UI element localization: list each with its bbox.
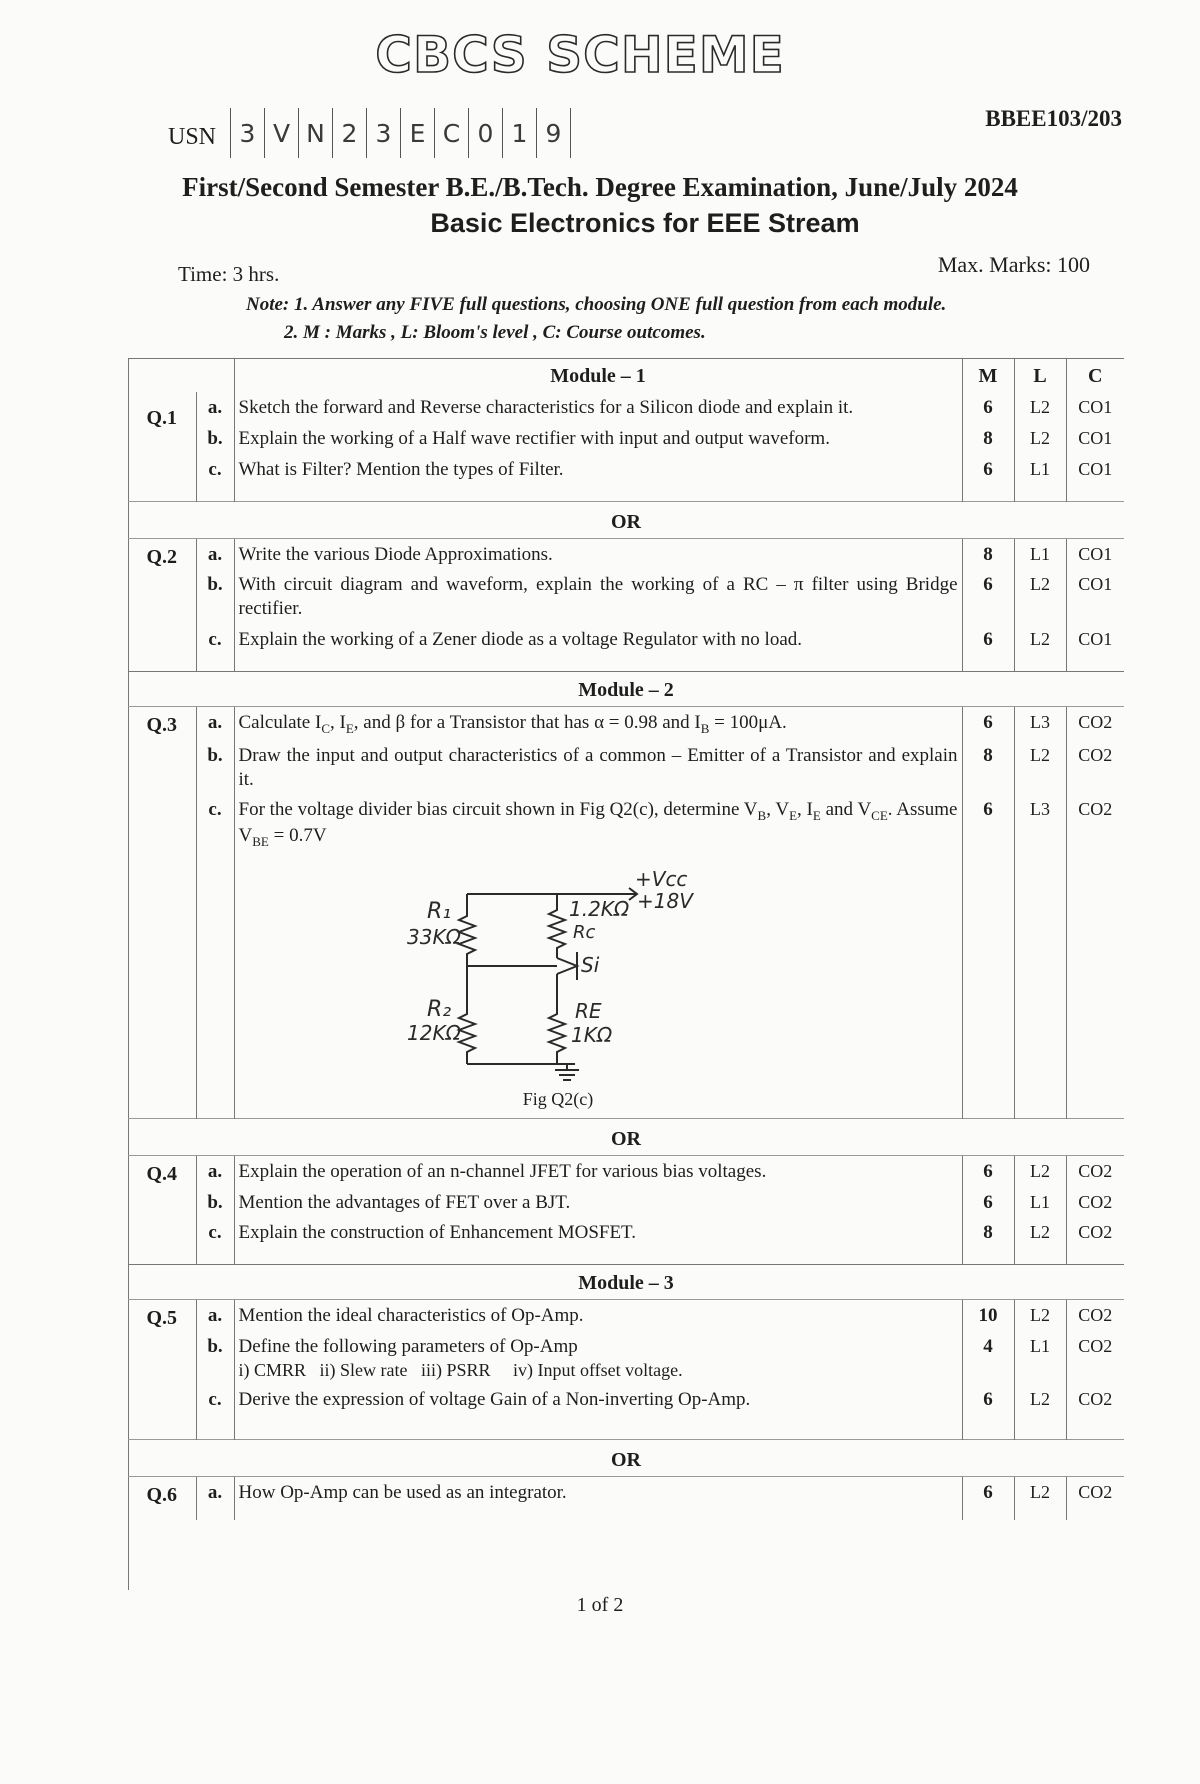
time-duration: Time: 3 hrs. xyxy=(178,262,280,286)
usn-char: 1 xyxy=(503,108,537,158)
part-label: a. xyxy=(196,392,234,423)
table-row xyxy=(128,1187,1124,1218)
question-table xyxy=(128,358,1124,1520)
marks: 8 xyxy=(962,423,1014,454)
blooms-level: L2 xyxy=(1014,1477,1066,1521)
part-label: b. xyxy=(196,423,234,454)
table-row xyxy=(128,423,1124,454)
question-text: Calculate $I_C$, $I_E$, and β for a Transistor that has α = 0.98 and $I_B = 100\mu A$. xyxy=(234,706,962,740)
table-row xyxy=(128,1300,1124,1331)
table-row xyxy=(128,1331,1124,1384)
question-text: Define the following parameters of Op-Amp i) CMRR ii) Slew rate iii) PSRR iv) Input offset voltage. xyxy=(234,1331,962,1384)
question-number: Q.6 xyxy=(128,1477,196,1521)
part-label: c. xyxy=(196,624,234,672)
part-label: a. xyxy=(196,538,234,569)
question-number: Q.5 xyxy=(128,1300,196,1440)
blooms-level: L2 xyxy=(1014,624,1066,672)
course-outcome: CO2 xyxy=(1066,1384,1124,1440)
question-text: For the voltage divider bias circuit shown in Fig Q2(c), determine $V_B$, $V_E$, $I_E$ and $V_{CE}$. Assume $V_{BE} = 0.7V$ +Vcc +18V R₁ 33KΩ R₂ 12KΩ 1.2KΩ Rc Si RE 1KΩ Fig Q2(c) xyxy=(234,794,962,1118)
course-outcome: CO1 xyxy=(1066,569,1124,624)
course-outcome: CO2 xyxy=(1066,794,1124,1118)
question-text: Explain the working of a Half wave rectifier with input and output waveform. xyxy=(234,423,962,454)
usn-char: 9 xyxy=(537,108,571,158)
usn-boxes xyxy=(230,108,571,158)
course-outcome: CO2 xyxy=(1066,1217,1124,1265)
course-outcome: CO1 xyxy=(1066,624,1124,672)
question-text: Derive the expression of voltage Gain of a Non-inverting Op-Amp. xyxy=(234,1384,962,1440)
figure-caption: Fig Q2(c) xyxy=(522,1089,594,1110)
or-divider: OR xyxy=(128,501,1124,538)
table-row xyxy=(128,624,1124,672)
marks: 6 xyxy=(962,1187,1014,1218)
question-text: Explain the construction of Enhancement MOSFET. xyxy=(234,1217,962,1265)
col-level-header: L xyxy=(1014,358,1066,392)
blooms-level: L2 xyxy=(1014,1155,1066,1186)
exam-title: First/Second Semester B.E./B.Tech. Degree Examination, June/July 2024 xyxy=(182,172,1018,202)
table-row xyxy=(128,1477,1124,1521)
re-value: 1KΩ xyxy=(570,1023,612,1048)
question-text: With circuit diagram and waveform, explain the working of a RC – π filter using Bridge rectifier. xyxy=(234,569,962,624)
vcc-label: +Vcc xyxy=(634,867,687,892)
question-number: Q.3 xyxy=(128,706,196,1118)
question-text: Draw the input and output characteristics of a common – Emitter of a Transistor and explain it. xyxy=(234,740,962,795)
blooms-level: L1 xyxy=(1014,1187,1066,1218)
question-text: Explain the operation of an n-channel JFET for various bias voltages. xyxy=(234,1155,962,1186)
marks: 6 xyxy=(962,624,1014,672)
question-number: Q.2 xyxy=(128,538,196,671)
course-outcome: CO2 xyxy=(1066,1300,1124,1331)
table-row xyxy=(128,538,1124,569)
table-row xyxy=(128,1217,1124,1265)
course-outcome: CO2 xyxy=(1066,1477,1124,1521)
question-text: What is Filter? Mention the types of Filter. xyxy=(234,454,962,502)
course-outcome: CO1 xyxy=(1066,454,1124,502)
question-number: Q.1 xyxy=(146,407,178,429)
col-marks-header: M xyxy=(962,358,1014,392)
table-row xyxy=(128,454,1124,502)
question-text: Explain the working of a Zener diode as a voltage Regulator with no load. xyxy=(234,624,962,672)
blooms-level: L1 xyxy=(1014,538,1066,569)
marks: 8 xyxy=(962,740,1014,795)
usn-char: 0 xyxy=(469,108,503,158)
blooms-level: L2 xyxy=(1014,423,1066,454)
marks: 6 xyxy=(962,1477,1014,1521)
course-outcome: CO2 xyxy=(1066,1155,1124,1186)
part-label: a. xyxy=(196,1477,234,1521)
module-1-heading: Module – 1 xyxy=(234,358,962,392)
table-row xyxy=(128,740,1124,795)
collector-resistor xyxy=(549,894,565,958)
part-label: b. xyxy=(196,1187,234,1218)
question-text: Write the various Diode Approximations. xyxy=(234,538,962,569)
usn-char: 2 xyxy=(333,108,367,158)
blooms-level: L2 xyxy=(1014,1300,1066,1331)
divider-resistors xyxy=(459,894,475,1064)
course-outcome: CO2 xyxy=(1066,740,1124,795)
scheme-banner: CBCS SCHEME xyxy=(375,26,785,84)
table-row xyxy=(128,706,1124,740)
marks: 6 xyxy=(962,706,1014,740)
re-label: RE xyxy=(574,999,602,1024)
table-row xyxy=(128,1384,1124,1440)
part-label: a. xyxy=(196,1300,234,1331)
max-marks: Max. Marks: 100 xyxy=(937,252,1090,277)
course-outcome: CO2 xyxy=(1066,1187,1124,1218)
part-label: b. xyxy=(196,740,234,795)
part-label: b. xyxy=(196,569,234,624)
col-outcome-header: C xyxy=(1066,358,1124,392)
course-outcome: CO2 xyxy=(1066,1331,1124,1384)
table-row xyxy=(128,392,1124,423)
ground-symbol xyxy=(467,1064,579,1080)
emitter-resistor xyxy=(549,1004,565,1064)
vcc-value: +18V xyxy=(636,889,693,914)
part-label: a. xyxy=(196,1155,234,1186)
table-row xyxy=(128,569,1124,624)
part-label: c. xyxy=(196,1217,234,1265)
blooms-level: L3 xyxy=(1014,794,1066,1118)
or-divider: OR xyxy=(128,1118,1124,1155)
question-number: Q.4 xyxy=(128,1155,196,1265)
marks: 6 xyxy=(962,1155,1014,1186)
usn-char: C xyxy=(435,108,469,158)
marks: 6 xyxy=(962,454,1014,502)
rc-label: Rc xyxy=(572,922,595,944)
bjt-symbol xyxy=(557,952,577,980)
subject-title: Basic Electronics for EEE Stream xyxy=(430,208,860,238)
usn-char: V xyxy=(265,108,299,158)
r1-value: 33KΩ xyxy=(406,925,461,950)
rc-value: 1.2KΩ xyxy=(568,897,629,922)
part-label: a. xyxy=(196,706,234,740)
r1-label: R₁ xyxy=(426,899,451,925)
question-text: Mention the ideal characteristics of Op-Amp. xyxy=(234,1300,962,1331)
usn-char: 3 xyxy=(367,108,401,158)
marks: 8 xyxy=(962,538,1014,569)
marks: 8 xyxy=(962,1217,1014,1265)
marks: 6 xyxy=(962,1384,1014,1440)
part-label: b. xyxy=(196,1331,234,1384)
usn-char: N xyxy=(299,108,333,158)
marks: 6 xyxy=(962,392,1014,423)
blooms-level: L2 xyxy=(1014,569,1066,624)
blooms-level: L2 xyxy=(1014,740,1066,795)
blooms-level: L1 xyxy=(1014,1331,1066,1384)
question-text: Mention the advantages of FET over a BJT. xyxy=(234,1187,962,1218)
blooms-level: L2 xyxy=(1014,392,1066,423)
course-outcome: CO1 xyxy=(1066,392,1124,423)
r2-value: 12KΩ xyxy=(406,1021,461,1046)
marks: 6 xyxy=(962,794,1014,1118)
part-label: c. xyxy=(196,454,234,502)
paper-code: BBEE103/203 xyxy=(985,106,1122,131)
marks: 4 xyxy=(962,1331,1014,1384)
blooms-level: L3 xyxy=(1014,706,1066,740)
marks: 6 xyxy=(962,569,1014,624)
r2-label: R₂ xyxy=(426,997,451,1023)
question-text: How Op-Amp can be used as an integrator. xyxy=(234,1477,962,1521)
course-outcome: CO2 xyxy=(1066,706,1124,740)
part-label: c. xyxy=(196,794,234,1118)
transistor-type-label: Si xyxy=(580,953,599,978)
page-number: 1 of 2 xyxy=(576,1594,624,1616)
usn-char: E xyxy=(401,108,435,158)
usn-label: USN xyxy=(168,124,217,150)
note-line-1: Note: 1. Answer any FIVE full questions, choosing ONE full question from each module. xyxy=(246,294,947,315)
usn-char: 3 xyxy=(231,108,265,158)
marks: 10 xyxy=(962,1300,1014,1331)
blooms-level: L2 xyxy=(1014,1217,1066,1265)
question-text: Sketch the forward and Reverse characteristics for a Silicon diode and explain it. xyxy=(234,392,962,423)
or-divider: OR xyxy=(128,1440,1124,1477)
note-line-2: 2. M : Marks , L: Bloom's level , C: Course outcomes. xyxy=(284,322,706,343)
table-row xyxy=(128,1155,1124,1186)
table-row xyxy=(128,794,1124,1118)
module-2-heading: Module – 2 xyxy=(128,671,1124,706)
course-outcome: CO1 xyxy=(1066,423,1124,454)
voltage-divider-circuit xyxy=(407,854,707,1084)
course-outcome: CO1 xyxy=(1066,538,1124,569)
part-label: c. xyxy=(196,1384,234,1440)
blooms-level: L2 xyxy=(1014,1384,1066,1440)
module-3-heading: Module – 3 xyxy=(128,1265,1124,1300)
blooms-level: L1 xyxy=(1014,454,1066,502)
